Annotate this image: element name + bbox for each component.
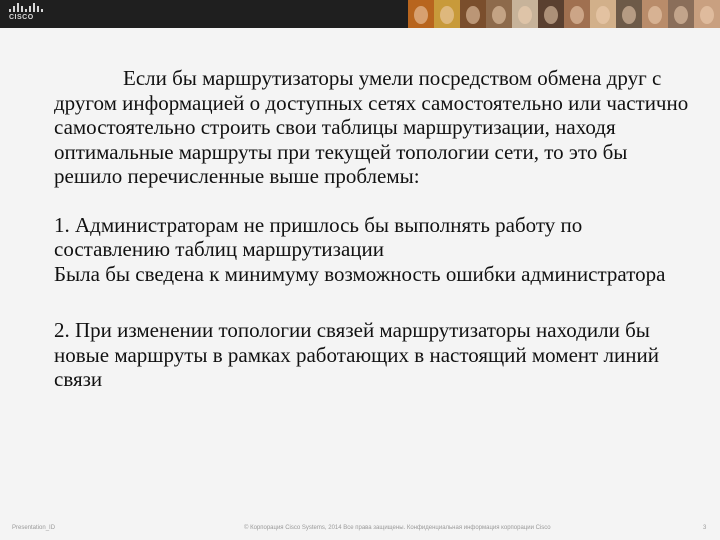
person-photo-4 bbox=[486, 0, 512, 28]
photo-strip bbox=[408, 0, 720, 28]
person-photo-5 bbox=[512, 0, 538, 28]
person-photo-8 bbox=[590, 0, 616, 28]
slide-body bbox=[54, 66, 694, 392]
person-photo-7 bbox=[564, 0, 590, 28]
point-1-text: 1. Администраторам не пришлось бы выполнять работу по составлению таблиц маршрутизации bbox=[54, 212, 583, 261]
header-bar bbox=[0, 0, 720, 28]
slide-footer bbox=[0, 525, 720, 537]
person-photo-10 bbox=[642, 0, 668, 28]
cisco-bars-icon bbox=[9, 3, 43, 12]
face-icon bbox=[570, 6, 584, 24]
person-photo-2 bbox=[434, 0, 460, 28]
face-icon bbox=[440, 6, 454, 24]
face-icon bbox=[518, 6, 532, 24]
face-icon bbox=[544, 6, 558, 24]
face-icon bbox=[414, 6, 428, 24]
point-2-text: 2. При изменении топологии связей маршрутизаторы находили бы новые маршруты в рамках работающих в настоящий момент линий связи bbox=[54, 318, 659, 391]
presentation-id: Presentation_ID bbox=[12, 525, 56, 531]
cisco-logo-text: CISCO bbox=[9, 14, 34, 21]
copyright-notice: © Корпорация Cisco Systems, 2014 Все права защищены. Конфиденциальная информация корпорации Cisco bbox=[244, 525, 551, 531]
person-photo-3 bbox=[460, 0, 486, 28]
person-photo-12 bbox=[694, 0, 720, 28]
face-icon bbox=[466, 6, 480, 24]
person-photo-6 bbox=[538, 0, 564, 28]
face-icon bbox=[674, 6, 688, 24]
face-icon bbox=[700, 6, 714, 24]
person-photo-11 bbox=[668, 0, 694, 28]
face-icon bbox=[492, 6, 506, 24]
face-icon bbox=[596, 6, 610, 24]
intro-paragraph: Если бы маршрутизаторы умели посредством обмена друг с другом информацией о доступных сетях самостоятельно или частично самостоятельно строить свои таблицы маршрутизации, находя оптимальные маршруты при текущей топологии сети, то это бы решило перечисленные выше проблемы: bbox=[54, 66, 689, 188]
point-1-note: Была бы сведена к минимуму возможность ошибки администратора bbox=[54, 261, 666, 286]
page-number: 3 bbox=[703, 525, 707, 531]
cisco-logo bbox=[9, 3, 43, 25]
person-photo-1 bbox=[408, 0, 434, 28]
face-icon bbox=[648, 6, 662, 24]
face-icon bbox=[622, 6, 636, 24]
person-photo-9 bbox=[616, 0, 642, 28]
